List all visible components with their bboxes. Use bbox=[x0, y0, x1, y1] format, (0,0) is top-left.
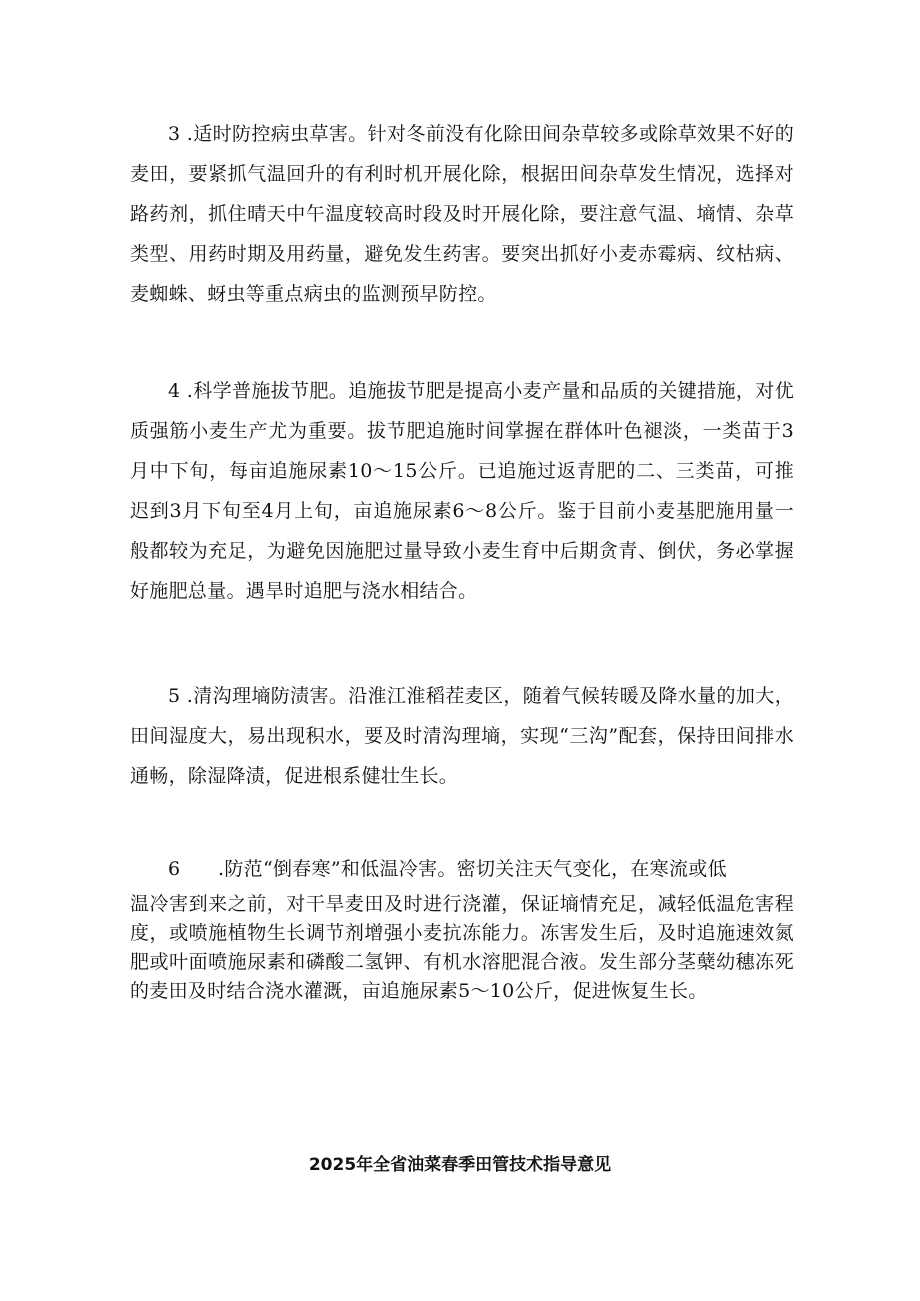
paragraph-pest-control: 3 .适时防控病虫草害。针对冬前没有化除田间杂草较多或除草效果不好的麦田，要紧抓气温回升的有利时机开展化除，根据田间杂草发生情况，选择对路药剂，抓住晴天中午温度较高时段及时开展化除，要注意气温、墒情、杂草类型、用药时期及用药量，避免发生药害。要突出抓好小麦赤霉病、纹枯病、麦蜘蛛、蚜虫等重点病虫的监测预早防控。 bbox=[130, 123, 794, 305]
paragraph-jointing-fertilizer: 4 .科学普施拔节肥。追施拔节肥是提高小麦产量和品质的关键措施，对优质强筋小麦生产尤为重要。拔节肥追施时间掌握在群体叶色褪淡，一类苗于3月中下旬，每亩追施尿素10～15公斤。已追施过返青肥的二、三类苗，可推迟到3月下旬至4月上旬，亩追施尿素6～8公斤。鉴于目前小麦基肥施用量一般都较为充足，为避免因施肥过量导致小麦生育中后期贪青、倒伏，务必掌握好施肥总量。遇旱时追肥与浇水相结合。 bbox=[130, 380, 794, 602]
section-title: 2025年全省油菜春季田管技术指导意见 bbox=[308, 1155, 612, 1175]
paragraph-lead: .防范“倒春寒”和低温冷害。密切关注天气变化，在寒流或低 bbox=[218, 858, 727, 880]
paragraph-cold-damage-body: 温冷害到来之前，对干旱麦田及时进行浇灌，保证墒情充足，减轻低温危害程度，或喷施植物生长调节剂增强小麦抗冻能力。冻害发生后，及时追施速效氮肥或叶面喷施尿素和磷酸二氢钾、有机水溶肥混合液。发生部分茎蘖幼穗冻死的麦田及时结合浇水灌溉，亩追施尿素5～10公斤，促进恢复生长。 bbox=[130, 893, 794, 1002]
paragraph-cold-damage-first-line bbox=[168, 853, 727, 885]
paragraph-number: 6 bbox=[168, 858, 181, 880]
paragraph-drainage: 5 .清沟理墒防渍害。沿淮江淮稻茬麦区，随着气候转暖及降水量的加大，田间湿度大，易出现积水，要及时清沟理墒，实现“三沟”配套，保持田间排水通畅，除湿降渍，促进根系健壮生长。 bbox=[130, 685, 794, 787]
